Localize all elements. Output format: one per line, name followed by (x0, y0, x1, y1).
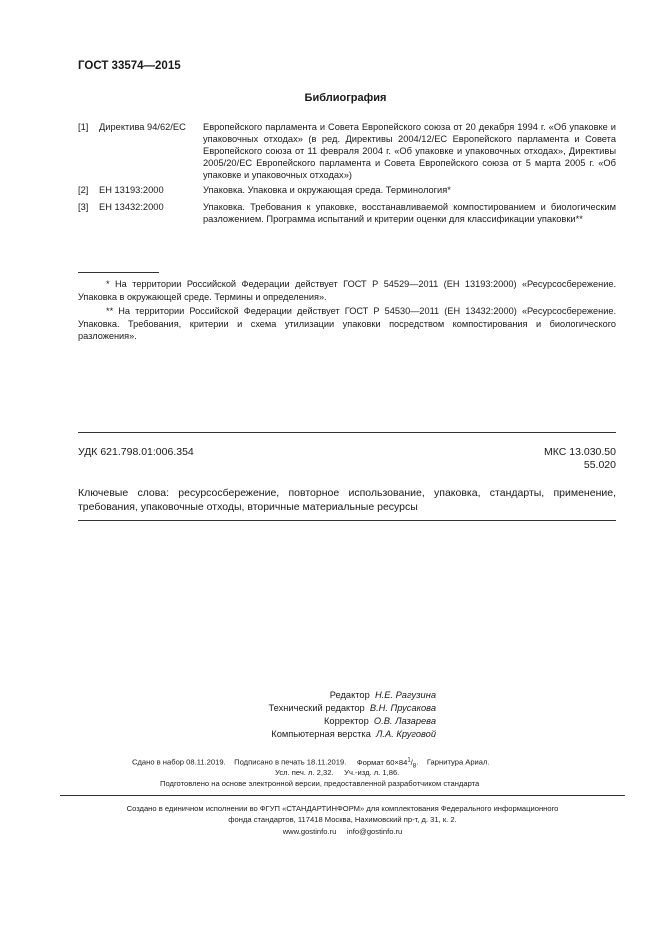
credit-role: Компьютерная верстка (271, 729, 371, 739)
publishing-sheets: Уч.-изд. л. 1,86. (344, 768, 400, 777)
credit-layout (200, 728, 436, 740)
credit-name: В.Н. Прусакова (369, 703, 436, 713)
mks-line-2: 55.020 (583, 459, 616, 471)
credit-name: О.В. Лазарева (373, 716, 436, 726)
credit-role: Технический редактор (268, 703, 365, 713)
bibliography-entry-3 (78, 201, 616, 238)
entry-description: Упаковка. Упаковка и окружающая среда. Терминология* (203, 185, 451, 195)
udc-code: УДК 621.798.01:006.354 (78, 446, 194, 458)
document-code: ГОСТ 33574—2015 (78, 60, 181, 72)
keywords: Ключевые слова: ресурсосбережение, повторное использование, упаковка, стандарты, применение, требования, упаковочные отходы, вторичные материальные ресурсы (78, 487, 616, 513)
bibliography-entry-2 (78, 184, 616, 197)
credit-role: Редактор (329, 690, 370, 700)
entry-number: [1] (78, 122, 89, 132)
publisher-line-2: фонда стандартов, 117418 Москва, Нахимовский пр-т, д. 31, к. 2. (228, 815, 457, 824)
sent-to-typesetting: Сдано в набор 08.11.2019. (132, 757, 226, 767)
credit-proofreader (200, 715, 436, 727)
credit-editor (200, 689, 436, 701)
publisher-line-1: Создано в единичном исполнении во ФГУП «СТАНДАРТИНФОРМ» для комплектования Федерального информационного (126, 804, 559, 813)
publisher-divider (60, 795, 625, 796)
mks-code (544, 446, 616, 472)
footnote-separator (78, 272, 159, 273)
entry-reference: ЕН 13432:2000 (99, 202, 164, 212)
publisher-contacts (60, 826, 625, 837)
entry-description: Европейского парламента и Совета Европейского союза от 20 декабря 1994 г. «Об упаковке и упаковочных отходах» (в ред. Директивы 2004/12/ЕС Европейского парламента и Совета Европейского союза от 11 февраля 2004 г. «Об упаковке и упаковочных отходах», Директивы 2005/20/ЕС Европейского парламента и Совета Европейского союза от 5 марта 2005 г. «Об упаковке и упаковочных отходах») (203, 122, 616, 180)
print-sheets-line (275, 767, 399, 778)
credit-name: Н.Е. Рагузина (374, 690, 436, 700)
signed-for-print: Подписано в печать 18.11.2019. (234, 757, 347, 767)
credit-tech-editor (200, 702, 436, 714)
print-dates-line: Сдано в набор 08.11.2019. Подписано в печать 18.11.2019. Формат $60\times 84^1/_8$. Гарнитура Ариал. (132, 757, 490, 770)
typeface: Гарнитура Ариал. (426, 757, 490, 767)
entry-description: Упаковка. Требования к упаковке, восстанавливаемой компостированием и биологическим разложением. Программа испытаний и критерии оценки для классификации упаковки** (203, 202, 616, 224)
mks-line-1: МКС 13.030.50 (544, 446, 616, 458)
paper-format: Формат $60\times 84^1/_8$ (356, 757, 417, 770)
footnote-2: ** На территории Российской Федерации действует ГОСТ Р 54530—2011 (ЕН 13432:2000) «Ресурсосбережение. Упаковка. Требования, критерии и схема утилизации упаковки посредством компостирования и биологического разложения». (78, 306, 616, 341)
bibliography-entry-1 (78, 121, 616, 181)
entry-reference: Директива 94/62/ЕС (99, 122, 186, 132)
footnote-1: * На территории Российской Федерации действует ГОСТ Р 54529—2011 (ЕН 13193:2000) «Ресурсосбережение. Упаковка в окружающей среде. Термины и определения». (78, 279, 616, 302)
credit-name: Л.А. Круговой (376, 729, 436, 739)
bibliography-title: Библиография (304, 92, 387, 104)
prepared-note: Подготовлено на основе электронной версии, предоставленной разработчиком стандарта (160, 779, 480, 788)
credit-role: Корректор (323, 716, 369, 726)
divider-top (78, 432, 616, 433)
email-link[interactable]: info@gostinfo.ru (346, 827, 403, 836)
entry-reference: ЕН 13193:2000 (99, 185, 164, 195)
entry-number: [2] (78, 185, 89, 195)
entry-number: [3] (78, 202, 89, 212)
divider-bottom (78, 520, 616, 521)
website-link[interactable]: www.gostinfo.ru (282, 827, 337, 836)
print-sheets: Усл. печ. л. 2,32. (275, 768, 334, 777)
